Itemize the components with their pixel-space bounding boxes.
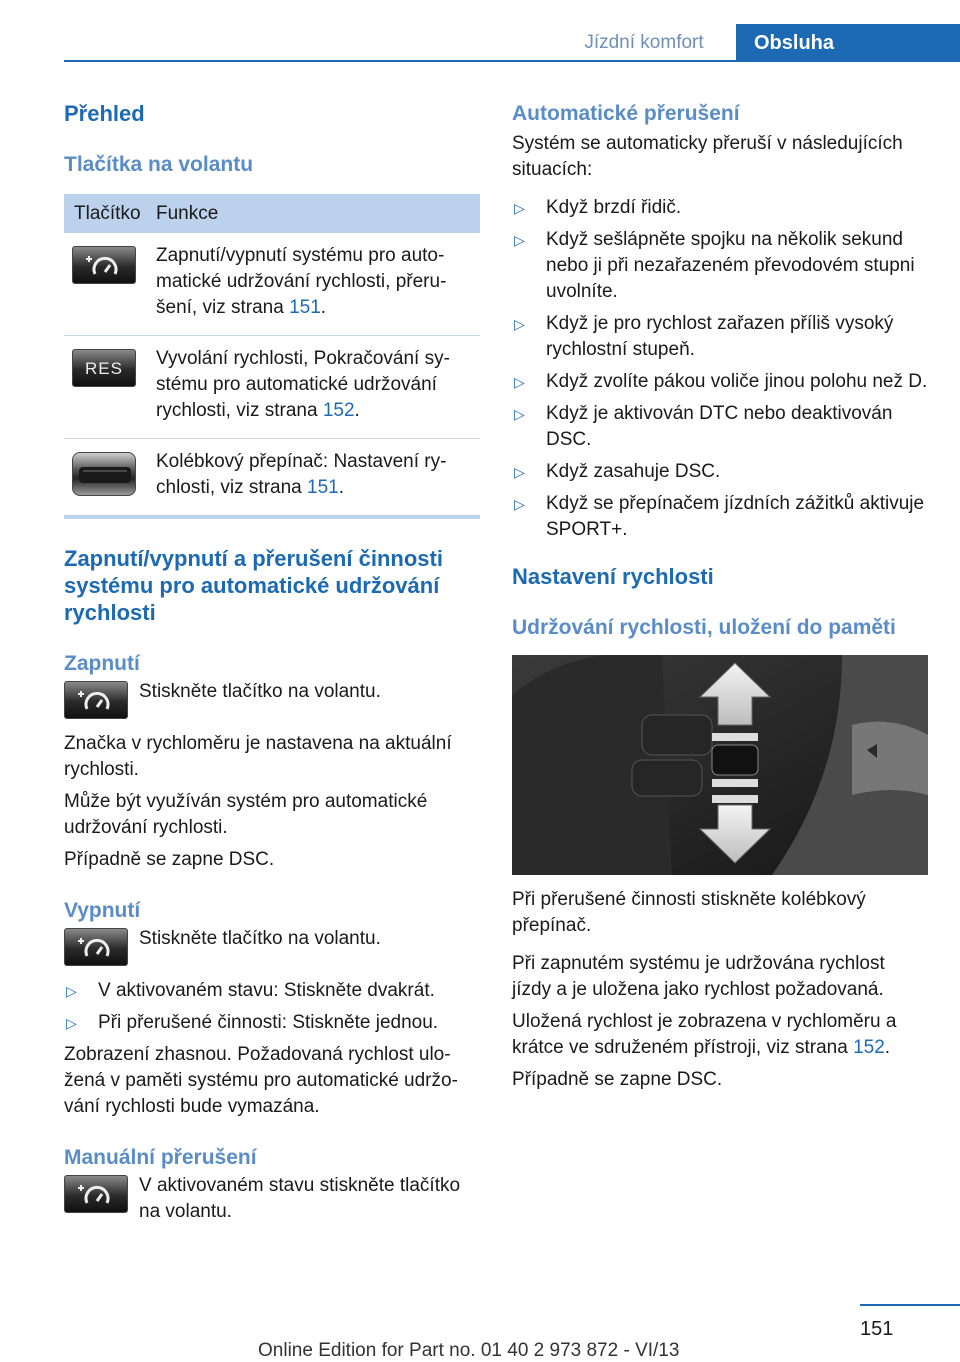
onoff-heading: Zapnutí/vypnutí a přerušení činnosti systému pro automatické udržování rychlosti bbox=[64, 546, 443, 625]
page-number: 151 bbox=[860, 1318, 894, 1340]
paragraph: Značka v rychloměru je nastavena na aktuální rychlosti. bbox=[64, 733, 452, 780]
paragraph: Může být využíván systém pro automatické udržování rychlosti. bbox=[64, 791, 428, 838]
list-item: ▷ V aktivovaném stavu: Stiskněte dvakrát. bbox=[66, 980, 435, 1001]
auto-interrupt-heading: Automatické přerušení bbox=[512, 102, 740, 125]
off-bullet-list bbox=[64, 978, 480, 1036]
page-link[interactable]: 151 bbox=[289, 297, 321, 318]
header-chapter-tab: Obsluha bbox=[736, 24, 960, 62]
table-row bbox=[64, 439, 480, 515]
paragraph: Uložená rychlost je zobrazena v rychloměru a krátce ve sdruženém přístroji, viz strana 152. bbox=[512, 1011, 897, 1058]
manual-interrupt-heading: Manuální přerušení bbox=[64, 1146, 257, 1169]
off-heading: Vypnutí bbox=[64, 899, 141, 922]
overview-heading: Přehled bbox=[64, 101, 145, 126]
row-function-text: Vyvolání rychlosti, Pokračování systému pro automatické udržování rychlosti, viz strana 152. bbox=[156, 348, 450, 421]
cruise-control-icon bbox=[64, 681, 128, 719]
paragraph: Při přerušené činnosti stiskněte kolébkový přepínač. bbox=[512, 889, 866, 936]
list-item: ▷ Když zvolíte pákou voliče jinou polohu než D. bbox=[514, 371, 928, 392]
paragraph: Systém se automaticky přeruší v následujících situacích: bbox=[512, 133, 903, 180]
paragraph: Případně se zapne DSC. bbox=[512, 1069, 723, 1090]
off-instruction: Stiskněte tlačítko na volantu. bbox=[64, 926, 480, 966]
rocker-switch-icon bbox=[72, 452, 136, 496]
list-item: ▷ Když je aktivován DTC nebo deaktivován DSC. bbox=[514, 403, 893, 450]
page-link[interactable]: 152 bbox=[322, 400, 355, 421]
wheel-buttons-heading: Tlačítka na volantu bbox=[64, 153, 254, 176]
set-speed-heading: Nastavení rychlosti bbox=[512, 564, 714, 589]
table-row bbox=[64, 336, 480, 439]
col-button-header: Tlačítko bbox=[74, 202, 141, 224]
list-item: ▷ Když zasahuje DSC. bbox=[514, 461, 721, 482]
row-function-text: Kolébkový přepínač: Nastavení rychlosti, viz strana 151. bbox=[156, 451, 447, 498]
list-item: ▷ Když se přepínačem jízdních zážitků aktivuje SPORT+. bbox=[514, 493, 925, 540]
buttons-table bbox=[64, 194, 480, 519]
res-button-icon: RES bbox=[72, 349, 136, 387]
header-section-title: Jízdní komfort bbox=[584, 32, 704, 53]
right-column bbox=[512, 100, 928, 1093]
page-link[interactable]: 151 bbox=[307, 477, 339, 498]
cruise-control-icon bbox=[72, 246, 136, 284]
row-function-text: Zapnutí/vypnutí systému pro automatické udržování rychlosti, přerušení, viz strana 151. bbox=[156, 245, 447, 318]
steering-wheel-photo bbox=[512, 655, 928, 875]
cruise-control-icon bbox=[64, 928, 128, 966]
cruise-control-icon bbox=[64, 1175, 128, 1213]
paragraph: Zobrazení zhasnou. Požadovaná rychlost uložená v paměti systému pro automatické udržování rychlosti bude vymazána. bbox=[64, 1044, 458, 1117]
page-number-rule bbox=[860, 1304, 960, 1306]
list-item: ▷ Když sešlápněte spojku na několik sekund nebo ji při nezařazeném převodovém stupni uvolníte. bbox=[514, 229, 915, 302]
header-rule bbox=[64, 60, 960, 62]
col-function-header: Funkce bbox=[156, 202, 219, 224]
paragraph: Při zapnutém systému je udržována rychlost jízdy a je uložena jako rychlost požadovaná. bbox=[512, 953, 885, 1000]
table-bottom-rule bbox=[64, 515, 480, 519]
table-header bbox=[64, 194, 480, 233]
manual-instruction: V aktivovaném stavu stiskněte tlačítko na volantu. bbox=[64, 1173, 480, 1225]
left-column bbox=[64, 100, 480, 1225]
footer-edition: Online Edition for Part no. 01 40 2 973 872 - VI/13 bbox=[258, 1340, 680, 1361]
on-instruction: Stiskněte tlačítko na volantu. bbox=[64, 679, 480, 719]
on-heading: Zapnutí bbox=[64, 652, 140, 675]
auto-bullet-list bbox=[512, 195, 928, 543]
table-row bbox=[64, 233, 480, 336]
paragraph: Případně se zapne DSC. bbox=[64, 849, 275, 870]
page-link[interactable]: 152 bbox=[853, 1037, 885, 1058]
list-item: ▷ Při přerušené činnosti: Stiskněte jednou. bbox=[66, 1012, 439, 1033]
list-item: ▷ Když brzdí řidič. bbox=[514, 197, 682, 218]
list-item: ▷ Když je pro rychlost zařazen příliš vysoký rychlostní stupeň. bbox=[514, 313, 894, 360]
store-speed-heading: Udržování rychlosti, uložení do paměti bbox=[512, 616, 896, 639]
